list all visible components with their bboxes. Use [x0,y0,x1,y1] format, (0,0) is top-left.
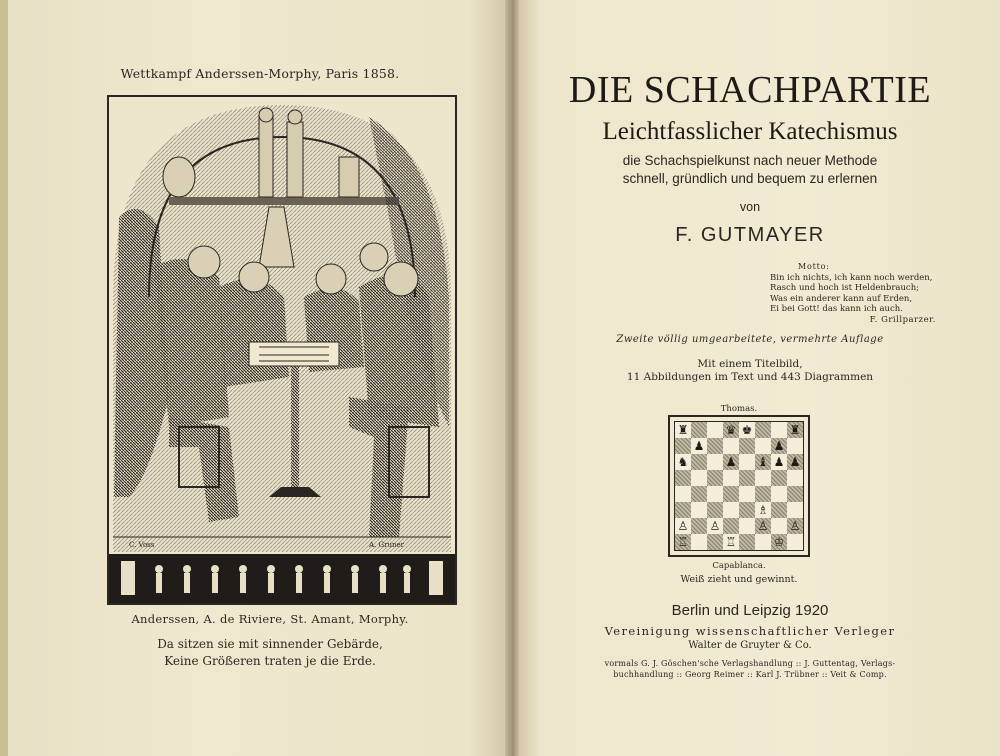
chess-piece: ♟ [725,455,737,469]
board-square [691,422,707,438]
board-square [707,438,723,454]
frontispiece-title: Wettkampf Anderssen-Morphy, Paris 1858. [120,66,400,81]
publisher-history-line: buchhandlung :: Georg Reimer :: Karl J. Trübner :: Veit & Comp. [613,670,887,679]
chess-piece: ♟ [773,439,785,453]
chess-piece: ♝ [757,455,769,469]
chess-piece: ♗ [757,503,769,517]
edition-note: Zweite völlig umgearbeitete, vermehrte Auflage [616,334,884,345]
board-square [787,518,803,534]
place-and-year: Berlin und Leipzig 1920 [671,602,829,619]
board-square [675,486,691,502]
engraving-signature-right: A. Gruner [369,541,404,549]
verse-line: Keine Größeren traten je die Erde. [164,654,376,668]
motto-line: Ei bei Gott! das kann ich auch. [770,304,903,314]
chess-piece: ♙ [677,519,689,533]
book-title: DIE SCHACHPARTIE [568,69,932,111]
chess-piece: ♖ [725,535,737,549]
white-player-name: Capablanca. [712,561,766,571]
board-square [707,502,723,518]
frontispiece-engraving [107,95,457,605]
board-square [787,502,803,518]
board-square [739,486,755,502]
board-square [691,470,707,486]
book-edge [0,0,8,756]
board-square [707,518,723,534]
board-square [755,502,771,518]
diagram-task: Weiß zieht und gewinnt. [680,574,798,585]
board-square [739,534,755,550]
chess-diagram [668,415,810,557]
motto-block [770,262,940,325]
chess-board-grid [674,421,804,551]
board-square [707,454,723,470]
board-square [691,486,707,502]
engraving-caption-verse [60,636,480,670]
board-square [691,454,707,470]
board-square [675,518,691,534]
board-square [739,422,755,438]
board-square [787,438,803,454]
board-square [771,502,787,518]
verse-line: Da sitzen sie mit sinnender Gebärde, [157,637,383,651]
board-square [723,486,739,502]
engraving-caption-names: Anderssen, A. de Riviere, St. Amant, Morphy. [131,612,409,626]
board-square [755,534,771,550]
motto-line: Bin ich nichts, ich kann noch werden, [770,272,933,283]
board-square [675,422,691,438]
board-square [707,470,723,486]
board-square [739,438,755,454]
engraving-signature-left: C. Voss [129,541,155,549]
publisher-name: Vereinigung wissenschaftlicher Verleger [604,624,896,638]
book-gutter [505,0,519,756]
board-square [739,502,755,518]
board-square [675,534,691,550]
board-square [691,438,707,454]
chess-piece: ♚ [741,423,753,437]
chess-piece: ♞ [677,455,689,469]
chess-piece: ♙ [789,519,801,533]
board-square [723,438,739,454]
board-square [707,422,723,438]
motto-line: Was ein anderer kann auf Erden, [770,293,913,304]
description-line: schnell, gründlich und bequem zu erlernen [622,171,878,186]
board-square [771,486,787,502]
board-square [755,422,771,438]
board-square [755,438,771,454]
chess-piece: ♛ [725,423,737,437]
motto-signature: F. Grillparzer. [869,314,936,325]
board-square [739,518,755,534]
publisher-history [540,658,960,680]
board-square [723,470,739,486]
board-square [787,454,803,470]
chess-piece: ♜ [677,423,689,437]
board-square [787,534,803,550]
board-square [707,486,723,502]
board-square [755,470,771,486]
board-square [787,470,803,486]
board-square [723,518,739,534]
board-square [707,534,723,550]
board-square [755,486,771,502]
board-square [723,422,739,438]
book-description [520,152,980,188]
board-square [675,502,691,518]
motto-label: Motto: [798,262,830,271]
board-square [771,454,787,470]
chess-piece: ♟ [789,455,801,469]
board-square [675,454,691,470]
by-label: von [739,200,761,214]
black-player-name: Thomas. [720,404,758,414]
illustrations-note [520,358,980,384]
chess-piece: ♙ [709,519,721,533]
board-square [787,422,803,438]
book-subtitle: Leichtfasslicher Katechismus [602,118,898,145]
board-square [739,454,755,470]
chess-piece: ♖ [677,535,689,549]
board-square [723,502,739,518]
board-square [691,518,707,534]
board-square [771,518,787,534]
chess-piece: ♟ [773,455,785,469]
publisher-imprint: Walter de Gruyter & Co. [688,640,812,651]
publisher-history-line: vormals G. J. Göschen'sche Verlagshandlung :: J. Guttentag, Verlags- [604,659,896,668]
board-square [771,534,787,550]
board-square [771,438,787,454]
board-square [755,518,771,534]
description-line: die Schachspielkunst nach neuer Methode [622,153,878,168]
chess-piece: ♔ [773,535,785,549]
board-square [691,534,707,550]
board-square [675,438,691,454]
board-square [739,470,755,486]
board-square [675,470,691,486]
board-square [755,454,771,470]
board-square [771,422,787,438]
board-square [723,454,739,470]
chess-piece: ♜ [789,423,801,437]
board-square [723,534,739,550]
motto-line: Rasch und hoch ist Heldenbrauch; [770,283,920,293]
board-square [787,486,803,502]
chess-piece: ♙ [757,519,769,533]
board-square [691,502,707,518]
board-square [771,470,787,486]
illustrations-line: Mit einem Titelbild, [697,358,803,370]
chess-piece: ♟ [693,439,705,453]
engraving-illustration [109,97,455,603]
author-name: F. GUTMAYER [675,224,825,246]
illustrations-line: 11 Abbildungen im Text und 443 Diagrammen [626,371,874,383]
